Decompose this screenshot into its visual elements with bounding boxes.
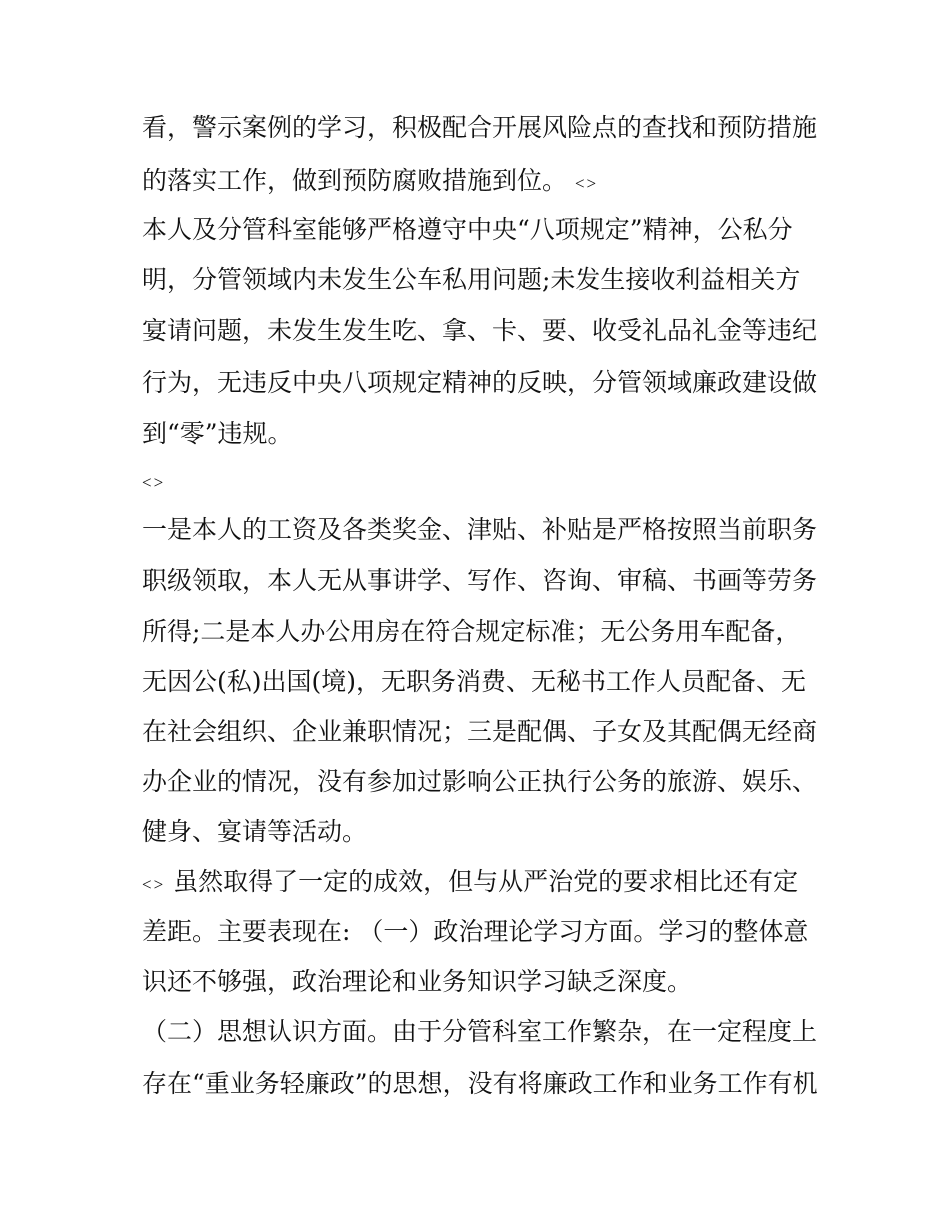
text-line bbox=[142, 515, 817, 545]
placeholder-marker: <> bbox=[574, 174, 599, 193]
line-text: 健身、宴请等活动。 bbox=[142, 817, 368, 846]
line-text: 差距。主要表现在: （一）政治理论学习方面。学习的整体意 bbox=[142, 917, 809, 946]
text-line bbox=[142, 215, 793, 245]
line-text: 本人及分管科室能够严格遵守中央“八项规定”精神，公私分 bbox=[142, 215, 793, 244]
line-text: 行为，无违反中央八项规定精神的反映，分管领域廉政建设做 bbox=[142, 368, 818, 397]
text-line bbox=[142, 667, 806, 697]
line-text: 识还不够强，政治理论和业务知识学习缺乏深度。 bbox=[142, 967, 693, 996]
line-text: 的落实工作，做到预防腐败措施到位。 bbox=[142, 166, 568, 195]
line-text: 一是本人的工资及各类奖金、津贴、补贴是严格按照当前职务 bbox=[142, 515, 818, 544]
text-line bbox=[142, 617, 800, 647]
text-line bbox=[142, 566, 817, 596]
line-text: 无因公(私)出国(境)，无职务消费、无秘书工作人员配备、无 bbox=[142, 667, 807, 696]
line-text: 看，警示案例的学习，积极配合开展风险点的查找和预防措施 bbox=[142, 113, 818, 142]
text-line bbox=[142, 166, 598, 199]
text-line bbox=[142, 967, 692, 997]
text-line bbox=[142, 867, 798, 900]
line-text: 宴请问题，未发生发生吃、拿、卡、要、收受礼品礼金等违纪 bbox=[142, 316, 818, 345]
line-text: （二）思想认识方面。由于分管科室工作繁杂，在一定程度上 bbox=[142, 1017, 818, 1046]
line-text: 虽然取得了一定的成效，但与从严治党的要求相比还有定 bbox=[173, 867, 799, 896]
line-text: 职级领取，本人无从事讲学、写作、咨询、审稿、书画等劳务 bbox=[142, 566, 818, 595]
text-line bbox=[142, 767, 817, 797]
text-line bbox=[142, 817, 367, 847]
line-text: 办企业的情况，没有参加过影响公正执行公务的旅游、娱乐、 bbox=[142, 767, 818, 796]
text-line bbox=[142, 368, 817, 398]
line-text: 明，分管领域内未发生公车私用问题;未发生接收利益相关方 bbox=[142, 265, 801, 294]
line-text: 存在“重业务轻廉政”的思想，没有将廉政工作和业务工作有机 bbox=[142, 1069, 818, 1098]
text-line bbox=[142, 113, 817, 143]
text-line bbox=[142, 316, 817, 346]
text-line bbox=[142, 465, 165, 498]
text-line bbox=[142, 1069, 818, 1099]
text-line bbox=[142, 917, 808, 947]
placeholder-marker: <> bbox=[142, 875, 166, 894]
text-line bbox=[142, 419, 293, 449]
text-line bbox=[142, 717, 817, 747]
text-line bbox=[142, 265, 800, 295]
line-text: 到“零”违规。 bbox=[142, 419, 293, 448]
placeholder-marker: <> bbox=[142, 473, 166, 492]
line-text: 所得;二是本人办公用房在符合规定标准；无公务用车配备， bbox=[142, 617, 801, 646]
text-line bbox=[142, 1017, 817, 1047]
line-text: 在社会组织、企业兼职情况；三是配偶、子女及其配偶无经商 bbox=[142, 717, 818, 746]
